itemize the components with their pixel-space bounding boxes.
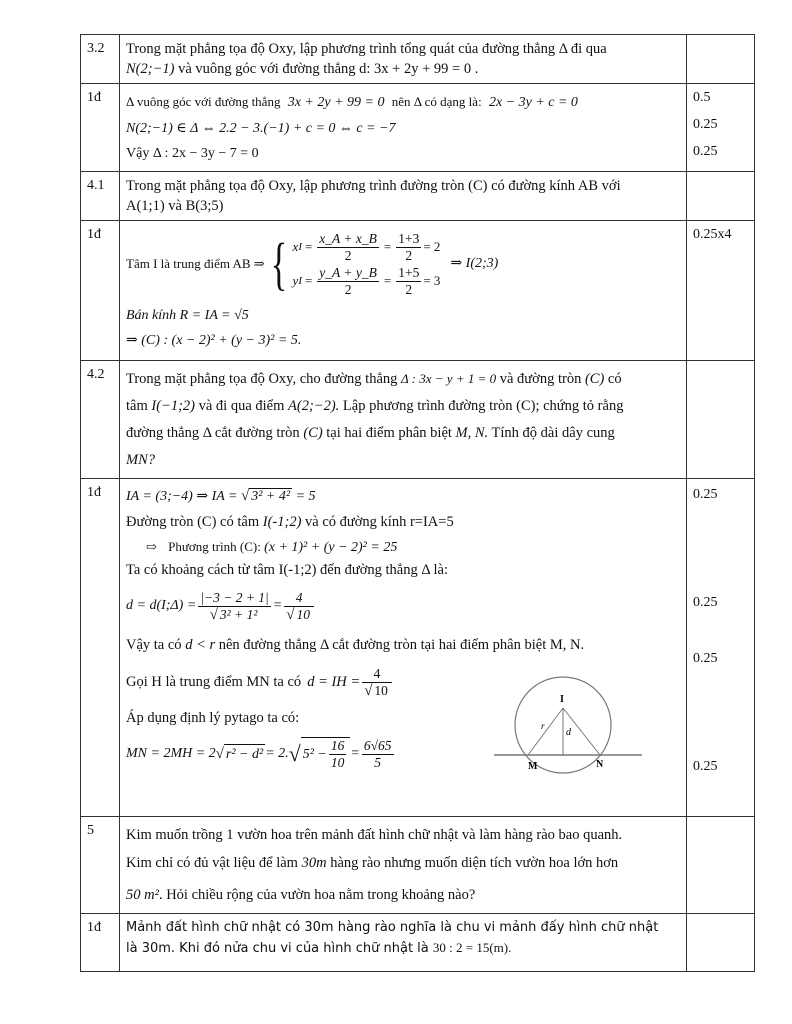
answer-table [80, 34, 755, 972]
circle-equation: ⇒ (C) : (x − 2)² + (y − 3)² = 5. [126, 333, 302, 348]
subscript: I [298, 241, 302, 253]
circle-equation: (x + 1)² + (y − 2)² = 25 [264, 540, 398, 555]
row-question-4-1 [81, 172, 755, 221]
question-number: 3.2 [81, 35, 120, 84]
fraction-top: 6√65 [363, 737, 392, 753]
answer-line: Mảnh đất hình chữ nhật có 30m hàng rào nghĩa là chu vi mảnh đấy hình chữ nhật [126, 920, 659, 935]
score-cell [687, 817, 755, 914]
answer-text: IA = (3;−4) ⇒ IA = √ 3² + 4² = 5 Đường tròn (C) có tâm I(-1;2) và có đường kính r=IA=5 ⇨ Phương trình (C): (x + 1)² + (y − 2)² = 25 Ta có khoảng cách từ tâm I(-1;2) đến đường thẳng Δ là: d = d(I;Δ) = $\frac{|-3 - 2 + 1|}{\text{√ 3² + 1²}}$ = $\frac{4}{√ 10}$ Vậy ta có d < r nên đường thẳng Δ cắt đường tròn tại hai điểm phân biệt M, N. Gọi H là trung điểm MN ta có d = IH = $\frac{4}{√ 10}$ Áp dụng định lý pytago ta có: MN = 2MH = 2 √ r² − d² = 2. √ 5² − $\frac{16}{10}$ = $\frac{6√65}{5}$ I r d M N [120, 479, 687, 817]
points-label: 1đ [81, 914, 120, 972]
score-cell [687, 221, 755, 361]
equation: 2x − 3y + c = 0 [488, 95, 578, 110]
label-n: N [596, 759, 604, 770]
subscript: I [298, 275, 302, 287]
equation: N(2;−1) ∈ Δ ⇔ 2.2 − 3.(−1) + c = 0 ⇔ c = −7 [126, 121, 396, 136]
result: = 2 [423, 239, 441, 254]
question-line: . Hỏi chiều rộng của vườn hoa nằm trong khoảng nào? [158, 887, 476, 903]
answer-text [120, 914, 687, 972]
question-text [120, 817, 687, 914]
question-number: 4.2 [81, 361, 120, 479]
center-i: I(-1;2) [262, 514, 302, 530]
score-value: 0.25 [693, 117, 718, 132]
result: = 3 [423, 273, 441, 288]
circle-c: (C) [584, 371, 605, 387]
score-value: 0.25 [693, 759, 718, 774]
score-cell [687, 479, 755, 817]
ih-formula: d = IH = [307, 674, 361, 690]
question-line: và vuông góc với đường thẳng d: 3x + 2y + 99 = 0 . [174, 61, 479, 77]
center-i: I(−1;2) [151, 398, 195, 414]
point-a: A(2;−2). [288, 398, 340, 414]
question-line: hàng rào nhưng muốn diện tích vườn hoa lớn hơn [330, 855, 619, 871]
fraction-bottom: 2 [405, 247, 413, 263]
answer-line: và có đường kính r=IA=5 [305, 514, 454, 530]
distance-formula: d = d(I;Δ) = [126, 598, 197, 613]
label-d: d [566, 727, 571, 738]
question-line: Tính độ dài dây cung [491, 425, 615, 441]
answer-line: Gọi H là trung điểm MN ta có [126, 674, 302, 690]
label-r: r [541, 721, 545, 731]
fraction-bottom: 2 [344, 247, 352, 263]
points-label: 1đ [81, 221, 120, 361]
row-question-5 [81, 817, 755, 914]
question-line: và đi qua điểm [198, 398, 285, 414]
row-answer-3-2 [81, 84, 755, 172]
fraction-bottom: 2 [344, 281, 352, 297]
row-answer-5 [81, 914, 755, 972]
arrow-icon: ⇨ [146, 539, 157, 554]
question-line: đường thẳng Δ cắt đường tròn [126, 425, 300, 441]
fraction-bottom: 3² + 1² [219, 606, 258, 622]
fraction-bottom: 2 [405, 281, 413, 297]
inequality: d < r [185, 637, 216, 653]
row-answer-4-1 [81, 221, 755, 361]
fraction-top: |−3 − 2 + 1| [200, 589, 269, 605]
answer-line: Vậy ta có [126, 637, 182, 653]
fraction-top: y_A + y_B [319, 264, 377, 280]
circle-c: (C) [303, 425, 323, 441]
score-cell [687, 361, 755, 479]
fraction-top: 1+5 [398, 264, 420, 280]
half-perimeter: 30 : 2 = 15(m). [432, 940, 512, 955]
question-line: có [607, 371, 622, 387]
score-cell [687, 84, 755, 172]
equation: 3x + 2y + 99 = 0 [287, 95, 385, 110]
var-y: y [292, 273, 299, 288]
answer-line: Tâm I là trung điểm AB ⇒ [126, 256, 265, 271]
question-line: Trong mặt phẳng tọa độ Oxy, cho đường thẳng [126, 371, 398, 387]
answer-line: nên Δ có dạng là: [391, 94, 482, 109]
fraction-top: 1+3 [398, 230, 420, 246]
area-value: 50 m² [126, 887, 159, 903]
score-value: 0.25x4 [693, 227, 732, 242]
sqrt-content: 5² − [302, 746, 327, 762]
mn-formula: = 2. [265, 746, 289, 761]
circle-chord-diagram [494, 675, 644, 775]
score-cell [687, 35, 755, 84]
fence-length: 30m [301, 855, 327, 871]
score-value: 0.25 [693, 144, 718, 159]
answer-line: Áp dụng định lý pytago ta có: [126, 710, 300, 726]
question-line: Trong mặt phẳng tọa độ Oxy, lập phương trình đường tròn (C) có đường kính AB với [126, 178, 621, 194]
question-text [120, 172, 687, 221]
question-line: Lập phương trình đường tròn (C); chứng tỏ rằng [342, 398, 624, 414]
row-answer-4-2 [81, 479, 755, 817]
score-cell [687, 914, 755, 972]
implication: ⇒ I(2;3) [450, 256, 499, 271]
fraction-bottom: 5 [374, 754, 382, 770]
points-label: 1đ [81, 84, 120, 172]
answer-text [120, 84, 687, 172]
points-label: 1đ [81, 479, 120, 817]
vector-ia: IA = (3;−4) ⇒ IA = [126, 489, 238, 504]
score-cell [687, 172, 755, 221]
question-line: A(1;1) và B(3;5) [126, 198, 224, 214]
question-line: Kim chỉ có đủ vật liệu để làm [126, 855, 298, 871]
answer-line: Đường tròn (C) có tâm [126, 514, 260, 530]
fraction-top: 16 [330, 738, 345, 753]
answer-line: nên đường thẳng Δ cắt đường tròn tại hai điểm phân biệt M, N. [218, 637, 585, 653]
sqrt-content: r² − d² [224, 744, 265, 765]
fraction-bottom: 10 [330, 755, 345, 770]
fraction-bottom: 10 [374, 682, 388, 698]
equation: Vậy Δ : 2x − 3y − 7 = 0 [126, 146, 259, 161]
result: = 5 [295, 489, 316, 504]
brace-symbol: { [270, 231, 287, 296]
fraction-top: 4 [284, 590, 314, 607]
mn-formula: MN = 2MH = 2 [126, 746, 216, 761]
question-number: 4.1 [81, 172, 120, 221]
fraction-top: 4 [362, 666, 392, 683]
question-line: và đường tròn [499, 371, 582, 387]
row-question-3-2 [81, 35, 755, 84]
question-line: tâm [126, 398, 148, 414]
row-question-4-2 [81, 361, 755, 479]
points-mn: M, N. [455, 425, 489, 441]
fraction-bottom: 10 [296, 606, 310, 622]
answer-line: Δ vuông góc với đường thẳng [126, 94, 281, 109]
question-line: Trong mặt phẳng tọa độ Oxy, lập phương trình tổng quát của đường thẳng Δ đi qua [126, 41, 607, 57]
score-value: 0.25 [693, 487, 718, 502]
var-x: x [292, 239, 299, 254]
radius-segment [528, 708, 563, 755]
score-value: 0.25 [693, 651, 718, 666]
answer-line: Ta có khoảng cách từ tâm I(-1;2) đến đường thẳng Δ là: [126, 562, 449, 578]
equals: = [350, 746, 360, 761]
score-value: 0.5 [693, 90, 711, 105]
score-value: 0.25 [693, 595, 718, 610]
label-m: M [528, 761, 538, 772]
sqrt-content: 3² + 4² [251, 489, 291, 504]
fraction-top: x_A + x_B [319, 230, 377, 246]
question-line: Kim muốn trồng 1 vườn hoa trên mảnh đất hình chữ nhật và làm hàng rào bao quanh. [126, 827, 623, 843]
midpoint-system: x I = $\frac{x\_A + x\_B}{2}$ = $\frac{1+3}{2}$ = 2 y I = $\frac{y\_A + y\_B}{2}$ = $\frac{1+5}{2}$ = 3 [292, 230, 441, 297]
question-text [120, 361, 687, 479]
answer-line: Phương trình (C): [168, 539, 261, 554]
question-line: MN? [126, 452, 155, 468]
point-n: N(2;−1) [126, 61, 175, 77]
answer-line: là 30m. Khi đó nửa chu vi của hình chữ nhật là [126, 941, 429, 956]
radius-line: Bán kính R = IA = √5 [126, 308, 249, 323]
question-number: 5 [81, 817, 120, 914]
question-line: tại hai điểm phân biệt [326, 425, 452, 441]
label-i: I [560, 694, 564, 705]
answer-sheet [80, 34, 732, 972]
question-text [120, 35, 687, 84]
line-equation: Δ : 3x − y + 1 = 0 [401, 371, 497, 386]
answer-text [120, 221, 687, 361]
